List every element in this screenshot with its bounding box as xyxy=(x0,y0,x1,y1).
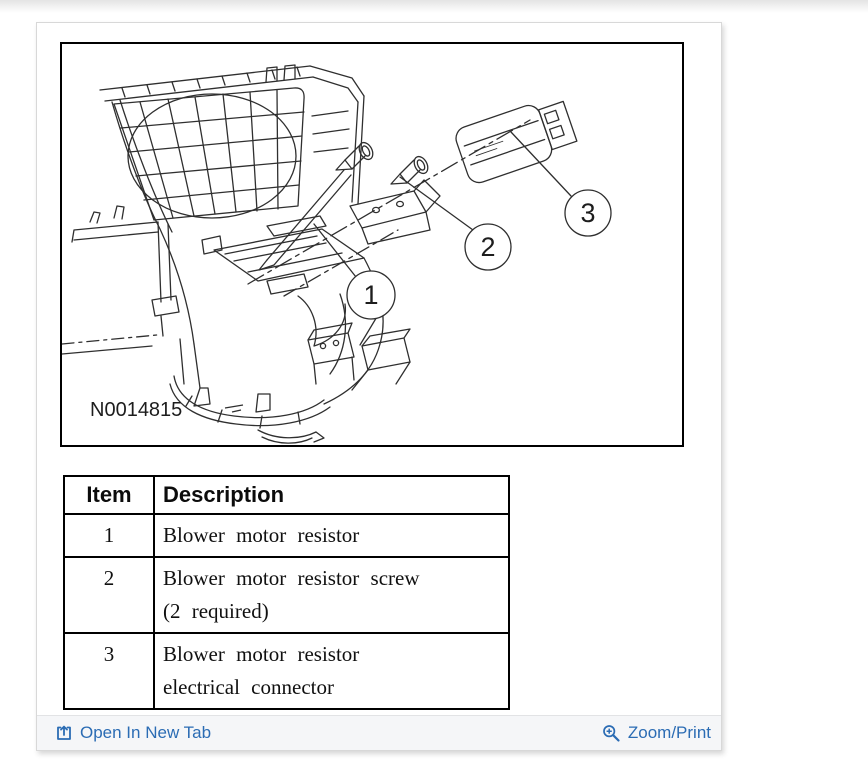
table-row xyxy=(64,557,509,633)
open-in-new-tab-label: Open In New Tab xyxy=(80,723,212,742)
item-cell: 3 xyxy=(64,633,154,709)
callout-leader-lines xyxy=(314,132,571,277)
item-cell: 2 xyxy=(64,557,154,633)
magnifier-plus-icon xyxy=(602,724,621,743)
description-cell xyxy=(154,557,509,633)
callout-balloons xyxy=(347,190,611,319)
description-cell xyxy=(154,514,509,557)
figure-number-label: N0014815 xyxy=(90,399,183,421)
description-cell xyxy=(154,633,509,709)
callout-number-2: 2 xyxy=(480,232,496,262)
callout-number-3: 3 xyxy=(580,198,596,228)
resistor-screw-2 xyxy=(391,154,431,184)
parts-table xyxy=(63,475,510,710)
description-line: Blower motor resistor xyxy=(163,642,360,666)
figure-label-dash xyxy=(225,405,243,412)
figure-frame xyxy=(60,42,684,447)
description-line: Blower motor resistor screw xyxy=(163,566,420,590)
col-header-description: Description xyxy=(154,476,509,514)
zoom-print-link[interactable] xyxy=(602,723,711,743)
figure-panel xyxy=(36,22,722,751)
col-header-item: Item xyxy=(64,476,154,514)
footer-bar xyxy=(37,715,721,750)
table-row xyxy=(64,514,509,557)
exploded-view-diagram xyxy=(62,44,682,445)
table-row xyxy=(64,633,509,709)
table-header-row xyxy=(64,476,509,514)
item-cell: 1 xyxy=(64,514,154,557)
intake-grille xyxy=(114,88,304,220)
electrical-connector xyxy=(453,94,580,186)
open-in-new-tab-icon xyxy=(55,724,73,742)
description-line: Blower motor resistor xyxy=(163,523,360,547)
top-gradient xyxy=(0,0,868,13)
open-in-new-tab-link[interactable] xyxy=(55,723,211,743)
zoom-print-label: Zoom/Print xyxy=(627,723,711,742)
callout-number-1: 1 xyxy=(363,280,379,310)
description-line: electrical connector xyxy=(163,675,334,699)
description-line: (2 required) xyxy=(163,599,269,623)
callout-numbers xyxy=(363,198,595,310)
